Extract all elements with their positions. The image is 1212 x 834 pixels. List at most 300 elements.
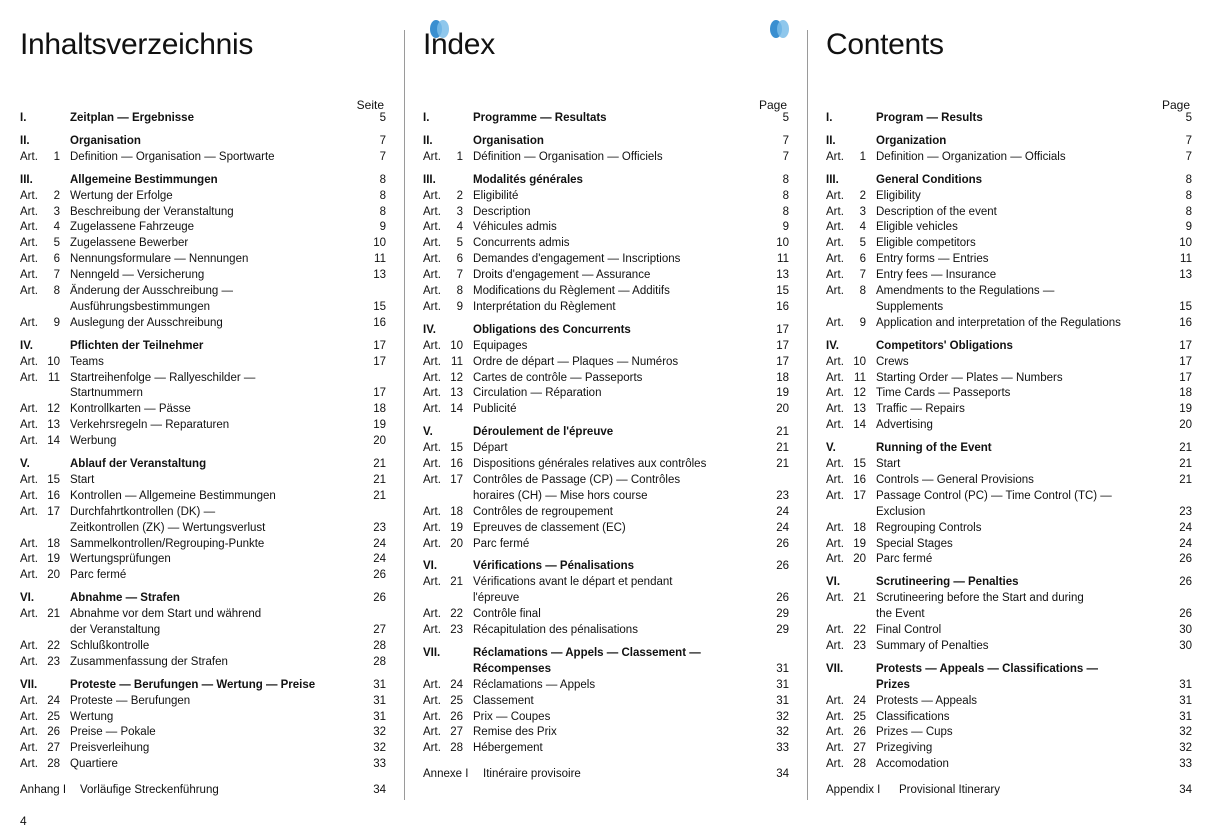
article-number: 4 <box>53 221 60 234</box>
article-number: 7 <box>456 269 463 282</box>
entry-title: Eligible competitors <box>876 237 976 250</box>
toc-entry <box>20 569 386 582</box>
toc-entry <box>20 190 386 203</box>
article-number: 27 <box>47 742 60 755</box>
column-title: Inhaltsverzeichnis <box>20 28 254 61</box>
article-prefix: Art. <box>423 269 441 282</box>
entry-page: 9 <box>782 221 789 234</box>
entry-page: 24 <box>373 537 386 550</box>
toc-entry <box>423 253 789 266</box>
toc-entry <box>826 403 1192 416</box>
entry-title: Equipages <box>473 339 528 352</box>
entry-title: Amendments to the Regulations — <box>876 285 1055 297</box>
page-number: 4 <box>20 814 27 828</box>
article-number: 12 <box>450 371 463 384</box>
entry-title: Programme — Resultats <box>473 112 607 124</box>
entry-page: 18 <box>1179 387 1192 400</box>
section-number: I. <box>826 112 833 124</box>
toc-entry <box>20 403 386 416</box>
entry-page: 8 <box>1185 189 1192 202</box>
article-number: 8 <box>859 285 866 297</box>
entry-title: Hébergement <box>473 742 543 755</box>
entry-title: Wertungsprüfungen <box>70 553 171 566</box>
article-number: 10 <box>853 355 866 368</box>
toc-entry <box>423 474 789 487</box>
article-number: 25 <box>450 694 463 707</box>
entry-page: 8 <box>1185 173 1192 186</box>
entry-title: Entry forms — Entries <box>876 253 989 266</box>
entry-page: 17 <box>373 387 386 400</box>
entry-title: Allgemeine Bestimmungen <box>70 173 218 186</box>
entry-page: 26 <box>776 560 789 573</box>
entry-page: 21 <box>373 489 386 502</box>
article-number: 23 <box>853 639 866 652</box>
entry-page: 21 <box>776 458 789 470</box>
entry-title: Running of the Event <box>876 442 992 455</box>
article-prefix: Art. <box>423 253 441 266</box>
toc-entry <box>826 317 1192 330</box>
toc-entry <box>20 372 386 385</box>
entry-page: 16 <box>373 316 386 329</box>
section-number: IV. <box>20 339 34 352</box>
toc-entry <box>826 522 1192 535</box>
entry-page: 16 <box>1179 316 1192 329</box>
toc-entry <box>826 695 1192 708</box>
entry-title: Classifications <box>876 710 950 723</box>
section-heading <box>423 112 789 125</box>
toc-entry <box>826 592 1192 605</box>
toc-entry <box>423 340 789 353</box>
entry-page: 26 <box>776 537 789 550</box>
entry-page: 29 <box>776 608 789 621</box>
article-number: 11 <box>48 371 60 384</box>
toc-entry <box>826 356 1192 369</box>
toc-entry <box>423 387 789 400</box>
article-number: 3 <box>859 205 866 218</box>
entry-page: 31 <box>776 694 789 707</box>
toc-entry <box>20 490 386 503</box>
article-prefix: Art. <box>826 624 844 636</box>
entry-title: Advertising <box>876 419 933 432</box>
section-number: V. <box>826 442 836 455</box>
toc-entry <box>423 458 789 471</box>
article-number: 1 <box>456 150 463 163</box>
entry-title: Interprétation du Règlement <box>473 300 616 313</box>
entry-title: Cartes de contrôle — Passeports <box>473 371 643 384</box>
article-prefix: Art. <box>826 237 844 250</box>
toc-entry <box>20 726 386 739</box>
entry-title: Vérifications — Pénalisations <box>473 560 635 573</box>
entry-page: 28 <box>373 655 386 668</box>
toc-entry <box>20 656 386 669</box>
toc-entry <box>826 553 1192 566</box>
toc-entry <box>20 221 386 234</box>
entry-title: Définition — Organisation — Officiels <box>473 150 663 163</box>
entry-page: 31 <box>1179 694 1192 707</box>
section-number: III. <box>826 173 839 186</box>
article-number: 28 <box>450 742 463 755</box>
article-prefix: Art. <box>826 403 844 416</box>
article-number: 26 <box>47 726 60 739</box>
toc-entry <box>826 474 1192 487</box>
article-prefix: Art. <box>20 221 38 234</box>
toc-entry <box>20 419 386 432</box>
section-heading <box>826 663 1192 676</box>
article-prefix: Art. <box>20 316 38 329</box>
toc-entry <box>826 253 1192 266</box>
entry-page: 31 <box>776 678 789 691</box>
article-prefix: Art. <box>826 639 844 652</box>
entry-title: Auslegung der Ausschreibung <box>70 316 223 329</box>
entry-page: 24 <box>373 553 386 566</box>
article-prefix: Art. <box>423 205 441 218</box>
section-number: IV. <box>423 323 437 336</box>
entry-title: Vérifications avant le départ et pendant <box>473 576 673 589</box>
toc-entry <box>20 151 386 164</box>
entry-title: Startnummern <box>70 387 143 400</box>
column-title: Index <box>423 28 495 61</box>
article-prefix: Art. <box>826 458 844 470</box>
entry-title: Classement <box>473 694 534 707</box>
article-number: 23 <box>47 655 60 668</box>
entry-title: Itinéraire provisoire <box>483 768 581 781</box>
toc-entry <box>826 237 1192 250</box>
article-prefix: Art. <box>20 694 38 707</box>
toc-entry <box>20 640 386 653</box>
article-number: 24 <box>47 694 60 707</box>
article-prefix: Art. <box>423 742 441 755</box>
entry-title: the Event <box>876 608 925 621</box>
section-heading <box>423 174 789 187</box>
article-number: 19 <box>853 537 866 550</box>
article-prefix: Art. <box>20 473 38 486</box>
article-prefix: Art. <box>826 355 844 368</box>
article-prefix: Art. <box>423 339 441 352</box>
article-number: 21 <box>450 576 463 589</box>
entry-title: Pflichten der Teilnehmer <box>70 339 204 352</box>
article-number: 24 <box>450 678 463 691</box>
entry-page: 30 <box>1179 639 1192 652</box>
entry-title: Proteste — Berufungen — Wertung — Preise <box>70 678 316 691</box>
entry-title: Zugelassene Fahrzeuge <box>70 221 195 234</box>
section-number: VI. <box>423 560 438 573</box>
article-prefix: Art. <box>423 189 441 202</box>
column-german <box>20 0 386 834</box>
entry-title: Nennungsformulare — Nennungen <box>70 253 249 266</box>
column-english <box>826 0 1192 834</box>
article-number: 12 <box>853 387 866 400</box>
entry-page: 23 <box>1179 505 1192 518</box>
toc-entry <box>423 490 789 503</box>
entry-title: l'épreuve <box>473 592 520 605</box>
toc-entry <box>826 679 1192 692</box>
section-heading <box>20 458 386 471</box>
toc-entry <box>826 742 1192 755</box>
entry-title: Eligibility <box>876 189 921 202</box>
entry-page: 29 <box>776 624 789 636</box>
section-number: VII. <box>826 662 844 675</box>
toc-entry <box>826 151 1192 164</box>
toc-entry <box>423 663 789 676</box>
section-heading <box>826 135 1192 148</box>
entry-page: 32 <box>1179 726 1192 739</box>
toc-entry <box>826 608 1192 621</box>
entry-page: 9 <box>379 221 386 234</box>
entry-page: 21 <box>1179 473 1192 486</box>
article-prefix: Art. <box>826 521 844 534</box>
entry-title: Obligations des Concurrents <box>473 323 631 336</box>
entry-page: 13 <box>1179 269 1192 282</box>
article-prefix: Art. <box>20 150 38 163</box>
section-heading <box>20 592 386 605</box>
entry-page: 33 <box>776 742 789 755</box>
toc-entry <box>423 608 789 621</box>
article-number: 5 <box>456 237 463 250</box>
toc-entry <box>20 269 386 282</box>
entry-title: Ordre de départ — Plaques — Numéros <box>473 355 679 368</box>
article-number: 15 <box>47 473 60 486</box>
entry-title: Dispositions générales relatives aux contrôles <box>473 458 707 470</box>
entry-title: Abnahme vor dem Start und während <box>70 608 262 621</box>
entry-page: 21 <box>1179 458 1192 470</box>
entry-title: Proteste — Berufungen <box>70 694 191 707</box>
toc-entry <box>826 711 1192 724</box>
entry-title: Prizes <box>876 678 910 691</box>
article-prefix: Art. <box>423 608 441 621</box>
entry-page: 5 <box>782 112 789 124</box>
toc-entry <box>20 356 386 369</box>
article-number: 2 <box>859 189 866 202</box>
entry-title: Application and interpretation of the Regulations <box>876 316 1121 329</box>
article-number: 14 <box>47 435 60 448</box>
article-number: 14 <box>450 403 463 416</box>
article-prefix: Art. <box>423 403 441 416</box>
article-number: 6 <box>456 253 463 266</box>
section-number: I. <box>20 112 27 124</box>
entry-page: 11 <box>777 253 789 266</box>
toc-entry <box>20 301 386 314</box>
entry-page: 27 <box>373 624 386 636</box>
article-number: 7 <box>859 269 866 282</box>
entry-title: Contrôles de Passage (CP) — Contrôles <box>473 473 681 486</box>
article-prefix: Art. <box>423 726 441 739</box>
entry-page: 8 <box>379 189 386 202</box>
article-number: 9 <box>456 300 463 313</box>
entry-title: Eligibilité <box>473 189 519 202</box>
toc-entry <box>826 624 1192 637</box>
toc-entry <box>423 695 789 708</box>
toc-entry <box>20 435 386 448</box>
toc-entry <box>423 372 789 385</box>
toc-entry <box>826 206 1192 219</box>
section-heading <box>423 560 789 573</box>
toc-entry <box>20 742 386 755</box>
article-number: 18 <box>47 537 60 550</box>
entry-page: 32 <box>776 726 789 739</box>
column-title: Contents <box>826 28 944 61</box>
entry-title: Special Stages <box>876 537 953 550</box>
article-prefix: Art. <box>20 419 38 432</box>
toc-entry <box>826 269 1192 282</box>
toc-entry <box>826 221 1192 234</box>
article-prefix: Art. <box>20 205 38 218</box>
entry-page: 11 <box>1180 253 1192 266</box>
toc-entry <box>423 576 789 589</box>
entry-page: 26 <box>776 592 789 605</box>
entry-title: Description <box>473 205 531 218</box>
article-number: 22 <box>853 624 866 636</box>
article-prefix: Art. <box>20 269 38 282</box>
entry-title: Prizegiving <box>876 742 933 755</box>
entry-page: 19 <box>373 419 386 432</box>
article-prefix: Art. <box>20 742 38 755</box>
entry-page: 16 <box>776 300 789 313</box>
entry-title: Sammelkontrollen/Regrouping-Punkte <box>70 537 265 550</box>
article-number: 21 <box>853 592 866 605</box>
article-number: 21 <box>47 608 60 621</box>
article-prefix: Art. <box>826 726 844 739</box>
appendix-label: Anhang I <box>20 784 67 797</box>
entry-page: 15 <box>373 300 386 313</box>
article-number: 18 <box>853 521 866 534</box>
entry-page: 24 <box>776 505 789 518</box>
article-number: 19 <box>450 521 463 534</box>
entry-page: 17 <box>373 339 386 352</box>
article-number: 1 <box>53 150 60 163</box>
article-prefix: Art. <box>20 537 38 550</box>
entry-page: 32 <box>373 726 386 739</box>
article-prefix: Art. <box>826 537 844 550</box>
appendix-entry <box>423 768 789 781</box>
section-number: III. <box>423 173 436 186</box>
article-prefix: Art. <box>423 694 441 707</box>
entry-page: 19 <box>776 387 789 400</box>
entry-page: 33 <box>1179 758 1192 771</box>
toc-entry <box>20 522 386 535</box>
article-number: 20 <box>450 537 463 550</box>
toc-entry <box>20 624 386 637</box>
section-number: II. <box>423 134 433 147</box>
article-prefix: Art. <box>826 253 844 266</box>
entry-title: Droits d'engagement — Assurance <box>473 269 651 282</box>
entry-title: Starting Order — Plates — Numbers <box>876 371 1063 384</box>
entry-page: 24 <box>1179 521 1192 534</box>
entry-page: 21 <box>373 458 386 470</box>
entry-page: 17 <box>776 323 789 336</box>
toc-entry <box>20 711 386 724</box>
article-number: 6 <box>53 253 60 266</box>
section-heading <box>20 679 386 692</box>
entry-title: Start <box>70 473 95 486</box>
entry-title: Réclamations — Appels — Classement — <box>473 646 701 659</box>
toc-entry <box>826 758 1192 771</box>
toc-entry <box>423 624 789 637</box>
article-prefix: Art. <box>826 592 844 605</box>
entry-title: Program — Results <box>876 112 983 124</box>
entry-page: 21 <box>776 426 789 439</box>
toc-entry <box>20 758 386 771</box>
entry-title: Quartiere <box>70 758 118 771</box>
article-prefix: Art. <box>423 300 441 313</box>
entry-title: Vorläufige Streckenführung <box>80 784 219 797</box>
article-number: 22 <box>450 608 463 621</box>
entry-title: Protests — Appeals — Classifications — <box>876 662 1098 675</box>
entry-title: Teams <box>70 355 104 368</box>
article-number: 12 <box>47 403 60 416</box>
article-number: 15 <box>853 458 866 470</box>
article-number: 1 <box>859 150 866 163</box>
entry-title: Concurrents admis <box>473 237 570 250</box>
entry-title: Final Control <box>876 624 942 636</box>
section-heading <box>826 112 1192 125</box>
entry-page: 30 <box>1179 624 1192 636</box>
entry-title: Wertung der Erfolge <box>70 189 173 202</box>
article-number: 11 <box>451 355 463 368</box>
article-number: 26 <box>450 710 463 723</box>
entry-title: Véhicules admis <box>473 221 557 234</box>
entry-title: Supplements <box>876 300 944 313</box>
entry-page: 17 <box>1179 355 1192 368</box>
entry-page: 18 <box>776 371 789 384</box>
article-prefix: Art. <box>826 710 844 723</box>
article-number: 8 <box>53 285 60 297</box>
entry-page: 26 <box>1179 553 1192 566</box>
entry-title: Traffic — Repairs <box>876 403 965 416</box>
article-number: 10 <box>450 339 463 352</box>
entry-title: Remise des Prix <box>473 726 557 739</box>
appendix-entry <box>826 784 1192 797</box>
entry-title: Ablauf der Veranstaltung <box>70 458 207 470</box>
toc-entry <box>423 356 789 369</box>
section-number: VII. <box>423 646 441 659</box>
entry-title: Definition — Organization — Officials <box>876 150 1066 163</box>
entry-page: 17 <box>1179 339 1192 352</box>
section-heading <box>20 174 386 187</box>
article-prefix: Art. <box>423 442 441 455</box>
article-prefix: Art. <box>423 150 441 163</box>
page-column-header: Page <box>758 98 787 112</box>
entry-page: 21 <box>1179 442 1192 455</box>
article-prefix: Art. <box>20 710 38 723</box>
toc-entry <box>20 285 386 298</box>
entry-page: 33 <box>373 758 386 771</box>
article-prefix: Art. <box>20 569 38 582</box>
entry-page: 10 <box>1179 237 1192 250</box>
article-prefix: Art. <box>826 189 844 202</box>
toc-entry <box>423 522 789 535</box>
entry-page: 20 <box>373 435 386 448</box>
entry-page: 32 <box>1179 742 1192 755</box>
entry-title: Eligible vehicles <box>876 221 958 234</box>
entry-title: Contrôles de regroupement <box>473 505 613 518</box>
entry-title: Départ <box>473 442 508 455</box>
entry-page: 20 <box>776 403 789 416</box>
article-prefix: Art. <box>20 189 38 202</box>
entry-page: 26 <box>373 569 386 582</box>
toc-entry <box>20 474 386 487</box>
article-prefix: Art. <box>423 355 441 368</box>
article-prefix: Art. <box>20 655 38 668</box>
article-prefix: Art. <box>20 608 38 621</box>
article-number: 28 <box>853 758 866 771</box>
article-prefix: Art. <box>423 678 441 691</box>
article-prefix: Art. <box>20 371 38 384</box>
entry-title: Crews <box>876 355 909 368</box>
entry-page: 31 <box>1179 678 1192 691</box>
entry-page: 34 <box>776 768 789 781</box>
entry-page: 7 <box>782 150 789 163</box>
entry-title: Organisation <box>473 134 544 147</box>
